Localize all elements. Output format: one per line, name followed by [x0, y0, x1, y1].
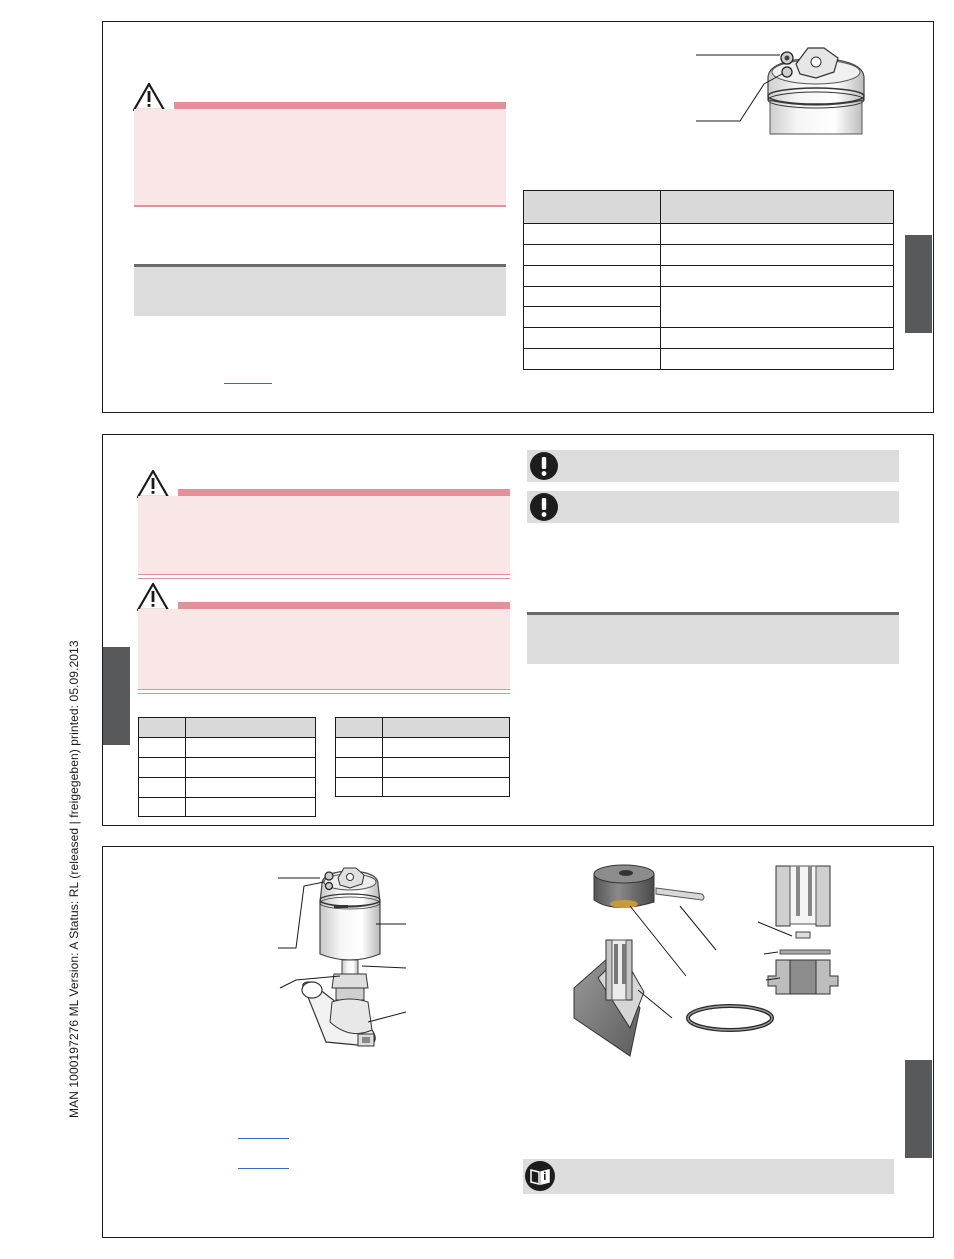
table-header-row: [139, 718, 316, 738]
table-row: [139, 738, 316, 758]
table-header-row: [336, 718, 510, 738]
actuator-top-illustration: [692, 38, 872, 138]
table-row: [139, 778, 316, 798]
table-row: [336, 738, 510, 758]
section-tab-marker: [905, 1060, 932, 1158]
cross-reference-link[interactable]: [238, 1168, 289, 1169]
attention-notice: [527, 491, 899, 523]
attention-notice: [527, 450, 899, 482]
document-status-line: MAN 1000197276 ML Version: A Status: RL (released | freigegeben) printed: 05.09.2013: [67, 640, 81, 1118]
table-row: [139, 798, 316, 817]
data-table-left: [138, 717, 316, 817]
note-box: [134, 267, 506, 316]
warning-bottom-rule: [134, 205, 506, 207]
table-header-row: [524, 191, 894, 224]
valve-assembly-illustration: [276, 862, 416, 1062]
warning-box: [138, 609, 510, 689]
table-row: [524, 328, 894, 349]
manual-reference-notice: [523, 1159, 894, 1194]
table-row: [336, 778, 510, 797]
cross-reference-link[interactable]: [238, 1138, 289, 1139]
warning-box: [138, 496, 510, 574]
warning-header-bar: [178, 602, 510, 609]
table-row: [139, 758, 316, 778]
exclamation-icon: [529, 451, 559, 481]
warning-header-bar: [178, 489, 510, 496]
warning-header-bar: [174, 102, 506, 109]
warning-triangle-icon: [132, 82, 166, 112]
warning-bottom-rule: [138, 689, 510, 694]
seal-replacement-illustration: [568, 858, 858, 1058]
table-row: [524, 224, 894, 245]
warning-triangle-icon: [136, 469, 170, 499]
section-tab-marker: [103, 647, 130, 745]
warning-bottom-rule: [138, 574, 510, 579]
book-info-icon: [524, 1160, 556, 1192]
table-row: [524, 245, 894, 266]
section-tab-marker: [905, 235, 932, 333]
table-row: [524, 266, 894, 287]
warning-triangle-icon: [136, 582, 170, 612]
cross-reference-link[interactable]: [224, 383, 272, 384]
table-row: [524, 349, 894, 370]
data-table: [523, 190, 894, 370]
exclamation-icon: [529, 492, 559, 522]
note-box: [527, 615, 899, 664]
table-row: [336, 758, 510, 778]
warning-box: [134, 109, 506, 206]
data-table-right: [335, 717, 510, 797]
table-row: [524, 287, 894, 307]
